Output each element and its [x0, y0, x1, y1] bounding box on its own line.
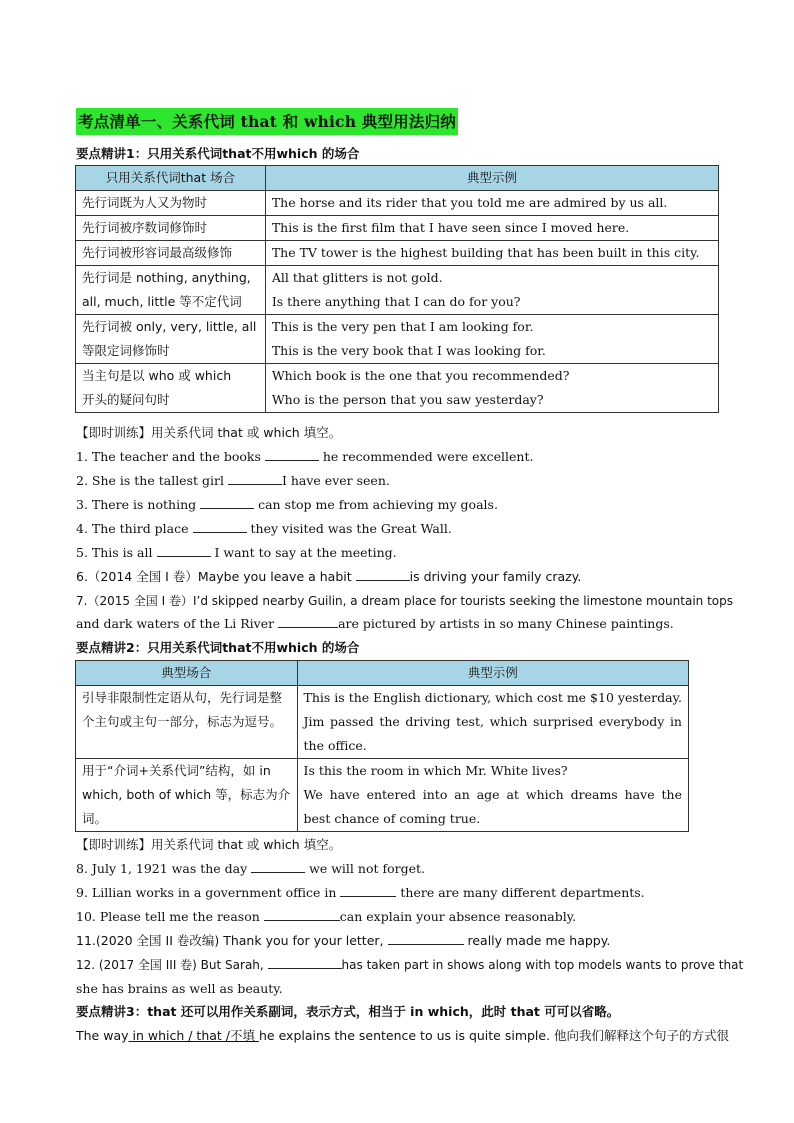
example-cell: Which book is the one that you recommended? — [271, 368, 570, 383]
cond-cell: 引导非限制性定语从句，先行词是整个主句或主句一部分，标志为逗号。 — [82, 690, 283, 729]
example-cell: Jim passed the driving test, which surprised everybody in the office. — [303, 714, 682, 753]
cond-cell: 开头的疑问句时 — [82, 392, 170, 407]
example-cell: We have entered into an age at which dreams have the best chance of coming true. — [303, 787, 682, 826]
cond-cell: 等限定词修饰时 — [82, 343, 170, 358]
list-item: 5. This is all I want to say at the meeting. — [76, 545, 397, 560]
list-item: 11.(2020 全国 II 卷改编) Thank you for your letter, really made me happy. — [76, 933, 611, 948]
cond-cell: 先行词是 nothing, anything, — [82, 270, 251, 285]
table-row — [76, 266, 719, 315]
list-item: 4. The third place they visited was the Great Wall. — [76, 521, 452, 536]
answer-blank[interactable] — [340, 883, 396, 897]
answer-blank[interactable] — [265, 447, 319, 461]
list-item: 1. The teacher and the books he recommended were excellent. — [76, 449, 534, 464]
table-row — [76, 241, 719, 266]
answer-blank[interactable] — [278, 614, 338, 628]
list-item: and dark waters of the Li River are pictured by artists in so many Chinese paintings. — [76, 616, 674, 631]
point1-heading: 要点精讲1：只用关系代词that不用which 的场合 — [76, 146, 360, 161]
point1-header-cond: 只用关系代词that 场合 — [76, 166, 266, 191]
cond-cell: all, much, little 等不定代词 — [82, 294, 242, 309]
cond-cell: 先行词被形容词最高级修饰 — [82, 245, 233, 260]
example-cell: This is the very book that I was looking for. — [271, 343, 546, 358]
example-cell: The TV tower is the highest building that has been built in this city. — [271, 245, 700, 260]
table-row — [76, 759, 689, 832]
point1-header-ex: 典型示例 — [265, 166, 718, 191]
answer-blank[interactable] — [193, 519, 247, 533]
example-cell: The horse and its rider that you told me are admired by us all. — [271, 195, 668, 210]
list-item: she has brains as well as beauty. — [76, 981, 283, 996]
example-cell: This is the English dictionary, which cost me $10 yesterday. — [303, 690, 682, 705]
list-item: 6.（2014 全国 I 卷）Maybe you leave a habit is driving your family crazy. — [76, 569, 582, 584]
underlined-answer: in which / that /不填 — [128, 1028, 259, 1043]
cond-cell: 当主句是以 who 或 which — [82, 368, 232, 383]
table-row — [76, 191, 719, 216]
answer-blank[interactable] — [388, 931, 464, 945]
answer-blank[interactable] — [228, 471, 282, 485]
point2-header-ex: 典型示例 — [297, 661, 688, 686]
example-cell: This is the first film that I have seen since I moved here. — [271, 220, 630, 235]
title-text-1: 考点清单一、关系代词 — [78, 112, 241, 131]
example-cell: Who is the person that you saw yesterday? — [271, 392, 544, 407]
point2-heading: 要点精讲2：只用关系代词that不用which 的场合 — [76, 640, 360, 655]
example-cell: Is there anything that I can do for you? — [271, 294, 521, 309]
point2-table — [75, 660, 689, 832]
title-text-3: 典型用法归纳 — [356, 112, 456, 131]
list-item: 3. There is nothing can stop me from achieving my goals. — [76, 497, 498, 512]
title-text-2: 和 — [277, 112, 304, 131]
list-item: 8. July 1, 1921 was the day we will not forget. — [76, 861, 425, 876]
table-row — [76, 686, 689, 759]
cond-cell: 先行词被序数词修饰时 — [82, 220, 208, 235]
point3-example: The way in which / that /不填 he explains the sentence to us is quite simple. 他向我们解释这个句子的方式很 — [76, 1028, 730, 1043]
table-row — [76, 216, 719, 241]
list-item: 9. Lillian works in a government office in there are many different departments. — [76, 885, 645, 900]
answer-blank[interactable] — [251, 859, 305, 873]
list-item: 7.（2015 全国 I 卷）I’d skipped nearby Guilin, a dream place for tourists seeking the limestone mountain tops — [76, 594, 734, 608]
example-cell: All that glitters is not gold. — [271, 270, 443, 285]
title-text-which: which — [303, 112, 357, 131]
cond-cell: 先行词既为人又为物时 — [82, 195, 208, 210]
answer-blank[interactable] — [356, 567, 410, 581]
answer-blank[interactable] — [200, 495, 254, 509]
table-row — [76, 364, 719, 413]
title-text-that: that — [240, 112, 278, 131]
example-cell: This is the very pen that I am looking for. — [271, 319, 534, 334]
list-item: 12. (2017 全国 III 卷) But Sarah, has taken part in shows along with top models wants to prove that — [76, 953, 743, 977]
list-item: 10. Please tell me the reason can explain your absence reasonably. — [76, 909, 577, 924]
list-item: 2. She is the tallest girl I have ever seen. — [76, 473, 390, 488]
answer-blank[interactable] — [157, 543, 211, 557]
answer-blank[interactable] — [268, 955, 342, 969]
table-row — [76, 315, 719, 364]
practice2-heading: 【即时训练】用关系代词 that 或 which 填空。 — [76, 837, 342, 852]
section-title — [76, 108, 458, 135]
point1-table — [75, 165, 719, 413]
cond-cell: 先行词被 only, very, little, all — [82, 319, 257, 334]
practice1-heading: 【即时训练】用关系代词 that 或 which 填空。 — [76, 425, 342, 440]
cond-cell: 用于“介词+关系代词”结构，如 in which, both of which 等，标志为介词。 — [82, 763, 291, 826]
point3-heading: 要点精讲3：that 还可以用作关系副词，表示方式，相当于 in which，此时 that 可可以省略。 — [76, 1004, 620, 1019]
example-cell: Is this the room in which Mr. White lives? — [303, 763, 568, 778]
answer-blank[interactable] — [264, 907, 340, 921]
point2-header-cond: 典型场合 — [76, 661, 298, 686]
